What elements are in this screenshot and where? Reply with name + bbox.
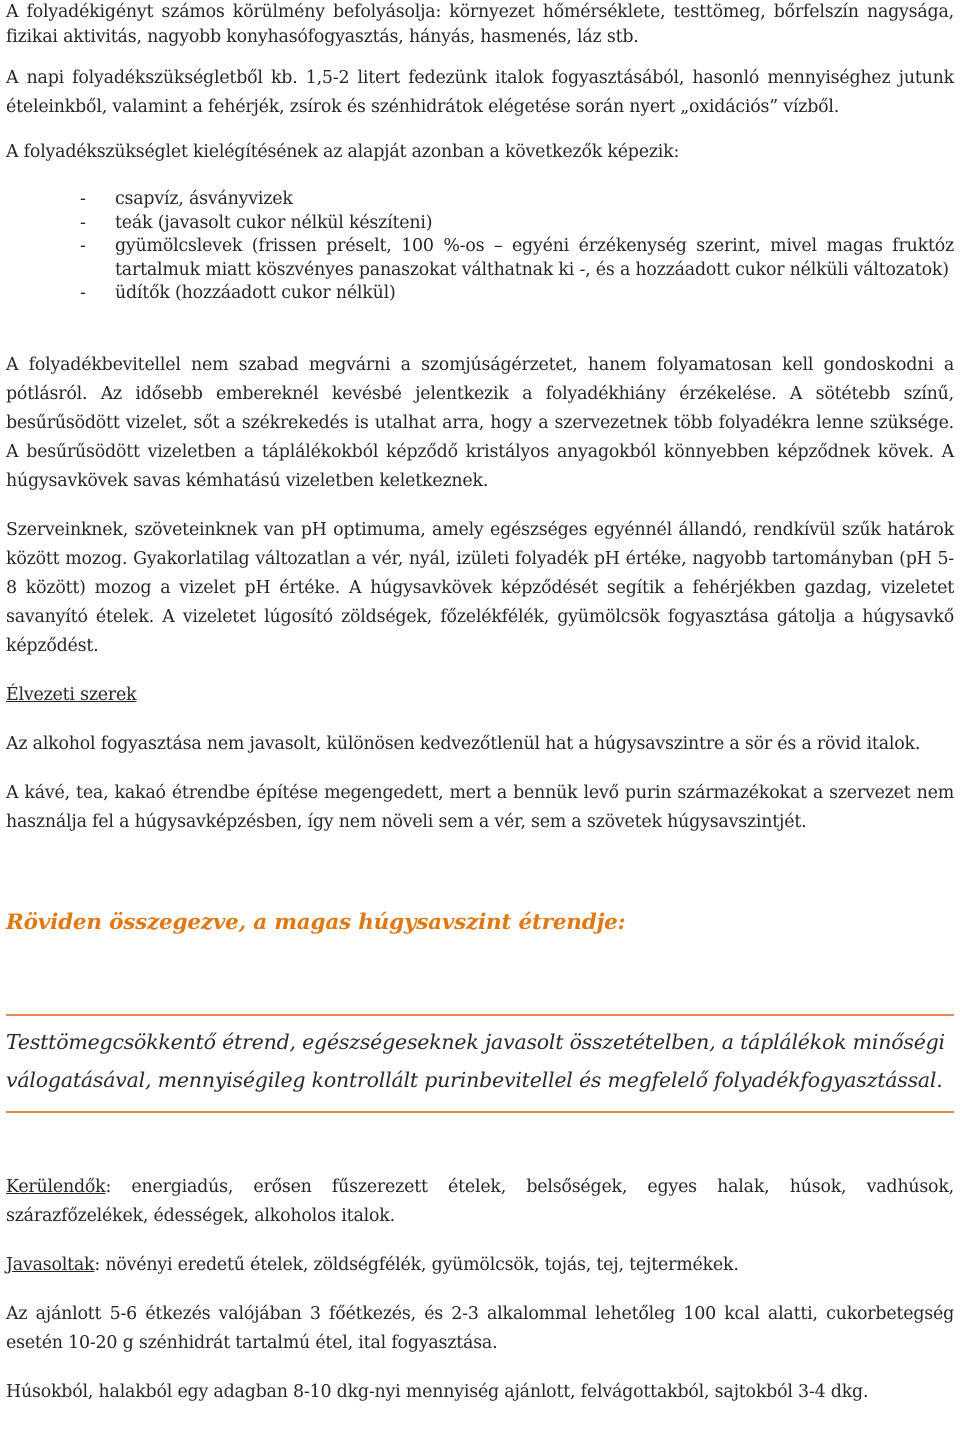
paragraph-recommended — [6, 1251, 954, 1280]
list-item-text: teák (javasolt cukor nélkül készíteni) — [115, 212, 433, 233]
list-item-text: gyümölcslevek (frissen préselt, 100 %-os – egyéni érzékenység szerint, mivel magas fruktóz tartalmuk miatt köszvényes panaszokat válthatnak ki -, és a hozzáadott cukor nélküli változatok) — [115, 236, 954, 280]
list-item — [6, 235, 954, 282]
paragraph-ph-optimum: Szerveinknek, szöveteinknek van pH optimuma, amely egészséges egyénnél állandó, rendkívül szűk határok között mozog. Gyakorlatilag változatlan a vér, nyál, izületi folyadék pH értéke, nagyobb tartományban (pH 5-8 között) mozog a vizelet pH értéke. A húgysavkövek képződését segítik a fehérjékben gazdag, vizeletet savanyító ételek. A vizeletet lúgosító zöldségek, főzelékfélék, gyümölcsök fogyasztása gátolja a húgysavkő képződést. — [6, 519, 954, 656]
list-item — [6, 188, 954, 212]
subheading-stimulants: Élvezeti szerek — [6, 684, 137, 705]
avoid-label: Kerülendők — [6, 1176, 106, 1197]
paragraph-meals: Az ajánlott 5-6 étkezés valójában 3 főétkezés, és 2-3 alkalommal lehetőleg 100 kcal alatti, cukorbetegség esetén 10-20 g szénhidrát tartalmú étel, ital fogyasztása. — [6, 1303, 954, 1353]
list-marker: - — [80, 212, 86, 233]
list-item — [6, 282, 954, 306]
recommended-text: : növényi eredetű ételek, zöldségfélék, gyümölcsök, tojás, tej, tejtermékek. — [94, 1254, 739, 1275]
summary-text: Testtömegcsökkentő étrend, egészségeseknek javasolt összetételben, a táplálékok minőségi válogatásával, mennyiségileg kontrollált purinbevitellel és megfelelő folyadékfogyasztással. — [6, 1029, 945, 1092]
list-item-text: üdítők (hozzáadott cukor nélkül) — [115, 283, 396, 303]
summary-heading: Röviden összegezve, a magas húgysavszint étrendje: — [6, 909, 626, 935]
recommended-label: Javasoltak — [6, 1254, 95, 1275]
paragraph-avoid — [6, 1173, 954, 1231]
list-marker: - — [80, 189, 86, 209]
divider-top — [6, 1014, 954, 1016]
paragraph-fluid-needs: A folyadékigényt számos körülmény befolyásolja: környezet hőmérséklete, testtömeg, bőrfelszín nagysága, fizikai aktivitás, nagyobb konyhasófogyasztás, hányás, hasmenés, láz stb. — [6, 2, 954, 47]
subheading-wrapper — [6, 681, 954, 710]
paragraph-alcohol: Az alkohol fogyasztása nem javasolt, különösen kedvezőtlenül hat a húgysavszintre a sör és a rövid italok. — [6, 733, 921, 754]
paragraph-daily-fluid: A napi folyadékszükségletből kb. 1,5-2 litert fedezünk italok fogyasztásából, hasonló mennyiséghez jutunk ételeinkből, valamint a fehérjék, zsírok és szénhidrátok elégetése során nyert „oxidációs” vízből. — [6, 68, 954, 117]
list-marker: - — [80, 236, 86, 256]
avoid-text: : energiadús, erősen fűszerezett ételek, belsőségek, egyes halak, húsok, vadhúsok, szárazfőzelékek, édességek, alkoholos italok. — [6, 1176, 954, 1226]
paragraph-portions: Húsokból, halakból egy adagban 8-10 dkg-nyi mennyiség ajánlott, felvágottakból, sajtokból 3-4 dkg. — [6, 1381, 869, 1402]
fluid-sources-list — [6, 188, 954, 306]
divider-bottom — [6, 1111, 954, 1113]
list-item — [6, 212, 954, 236]
paragraph-fluid-basis: A folyadékszükséglet kielégítésének az alapját azonban a következők képezik: — [6, 142, 680, 162]
paragraph-fluid-intake: A folyadékbevitellel nem szabad megvárni a szomjúságérzetet, hanem folyamatosan kell gondoskodni a pótlásról. Az idősebb embereknél kevésbé jelentkezik a folyadékhiány érzékelése. A sötétebb színű, besűrűsödött vizelet, sőt a székrekedés is utalhat arra, hogy a szervezetnek több folyadékra lenne szüksége. A besűrűsödött vizeletben a táplálékokból képződő kristályos anyagokból könnyebben képződnek kövek. A húgysavkövek savas kémhatású vizeletben keletkeznek. — [6, 354, 954, 491]
list-item-text: csapvíz, ásványvizek — [115, 189, 293, 209]
paragraph-coffee: A kávé, tea, kakaó étrendbe építése megengedett, mert a bennük levő purin származékokat a szervezet nem használja fel a húgysavképzésben, így nem növeli sem a vér, sem a szövetek húgysavszintjét. — [6, 782, 954, 832]
list-marker: - — [80, 283, 86, 303]
